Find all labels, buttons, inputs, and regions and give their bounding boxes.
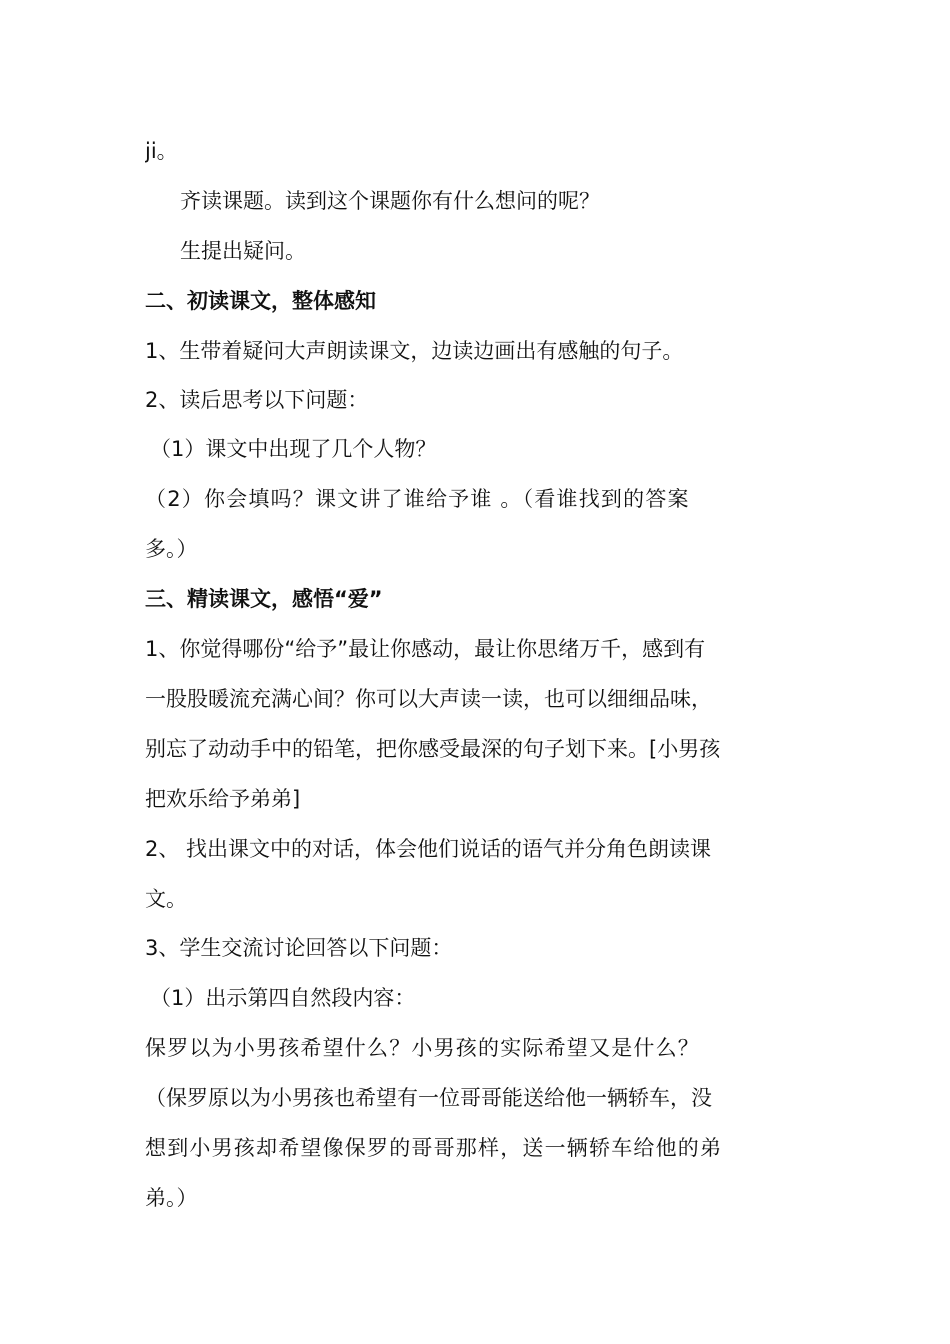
text-line-5: 1、生带着疑问大声朗读课文，边读边画出有感触的句子。 [145, 339, 684, 363]
text-line-3: 生提出疑问。 [180, 239, 306, 263]
text-line-19: 保罗以为小男孩希望什么？小男孩的实际希望又是什么？ [145, 1036, 700, 1060]
text-line-12: 一股股暖流充满心间？你可以大声读一读，也可以细细品味， [145, 687, 712, 711]
text-line-16: 文。 [145, 887, 187, 911]
text-line-2: 齐读课题。读到这个课题你有什么想问的呢？ [180, 189, 600, 213]
text-line-11: 1、你觉得哪份“给予”最让你感动，最让你思绪万千，感到有 [145, 637, 706, 661]
text-line-21: 想到小男孩却希望像保罗的哥哥那样，送一辆轿车给他的弟 [145, 1136, 723, 1160]
text-line-14: 把欢乐给予弟弟] [145, 787, 301, 811]
text-line-9: 多。） [145, 537, 198, 561]
section-heading-2: 二、初读课文，整体感知 [145, 289, 376, 313]
text-line-17: 3、学生交流讨论回答以下问题： [145, 936, 453, 960]
text-line-15: 2、 找出课文中的对话，体会他们说话的语气并分角色朗读课 [145, 837, 712, 861]
text-line-13: 别忘了动动手中的铅笔，把你感受最深的句子划下来。[小男孩 [145, 737, 721, 761]
text-line-7: （1）课文中出现了几个人物？ [150, 437, 437, 461]
text-line-6: 2、读后思考以下问题： [145, 388, 369, 412]
text-line-8: （2）你会填吗？课文讲了谁给予谁 。（看谁找到的答案 [145, 487, 690, 511]
text-line-22: 弟。） [145, 1186, 198, 1210]
section-heading-3: 三、精读课文，感悟“爱” [145, 587, 383, 611]
text-line-1: ji。 [145, 139, 178, 163]
text-line-20: （保罗原以为小男孩也希望有一位哥哥能送给他一辆轿车，没 [145, 1086, 712, 1110]
text-line-18: （1）出示第四自然段内容： [150, 986, 416, 1010]
